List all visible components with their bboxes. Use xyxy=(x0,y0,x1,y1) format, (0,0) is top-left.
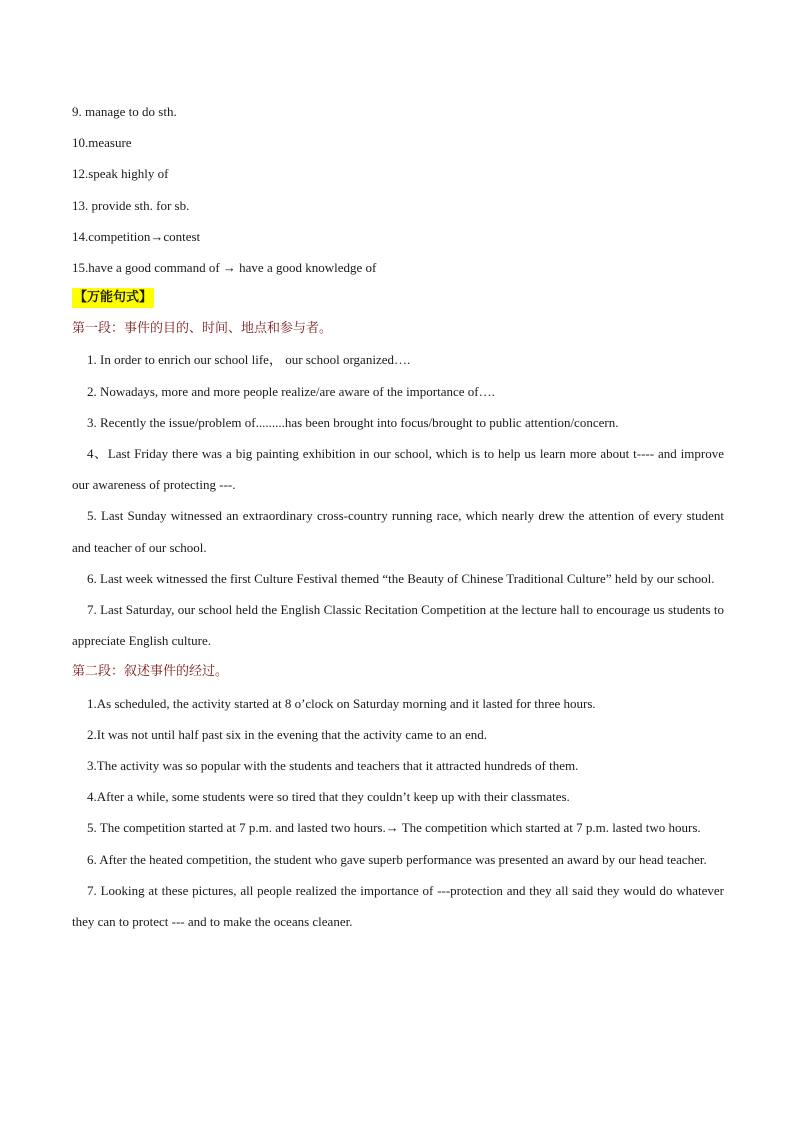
sentence-item: 1.As scheduled, the activity started at 8 o’clock on Saturday morning and it lasted for three hours. xyxy=(87,695,596,711)
vocab-item: 13. provide sth. for sb. xyxy=(72,197,190,213)
section-heading-highlight: 【万能句式】 xyxy=(72,288,154,308)
section-one xyxy=(72,313,724,656)
sentence-item: 4、Last Friday there was a big painting exhibition in our school, which is to help us learn more about t---- and improve our awareness of protecting ---. xyxy=(72,446,724,493)
sentence-item: 3. Recently the issue/problem of.........has been brought into focus/brought to public attention/concern. xyxy=(87,414,619,430)
sentence-item: 2. Nowadays, more and more people realize/are aware of the importance of…. xyxy=(87,383,495,399)
sentence-item: 7. Looking at these pictures, all people realized the importance of ---protection and they all said they would do whatever they can to protect --- and to make the oceans cleaner. xyxy=(72,882,724,930)
sentence-item: 4.After a while, some students were so tired that they couldn’t keep up with their classmates. xyxy=(87,789,570,805)
vocab-list xyxy=(72,96,724,283)
section-one-title: 第一段：事件的目的、时间、地点和参与者。 xyxy=(72,321,333,337)
sentence-item: 3.The activity was so popular with the students and teachers that it attracted hundreds of them. xyxy=(87,758,579,774)
vocab-item: 9. manage to do sth. xyxy=(72,104,177,119)
sentence-item: 7. Last Saturday, our school held the English Classic Recitation Competition at the lecture hall to encourage us students to appreciate English culture. xyxy=(72,602,724,649)
section-two-title: 第二段：叙述事件的经过。 xyxy=(72,664,229,680)
sentence-item: 5. Last Sunday witnessed an extraordinary cross-country running race, which nearly drew the attention of every student and teacher of our school. xyxy=(72,508,724,555)
vocab-item: 15.have a good command of → have a good knowledge of xyxy=(72,260,377,276)
heading-wrapper xyxy=(72,283,724,313)
sentence-item: 6. Last week witnessed the first Culture Festival themed “the Beauty of Chinese Traditional Culture” held by our school. xyxy=(87,570,715,586)
vocab-item: 14.competition→contest xyxy=(72,228,201,244)
vocab-item: 12.speak highly of xyxy=(72,166,169,182)
sentence-item: 6. After the heated competition, the student who gave superb performance was presented an award by our head teacher. xyxy=(87,851,707,867)
vocab-item: 10.measure xyxy=(72,135,132,151)
document-page xyxy=(72,96,724,937)
sentence-item: 2.It was not until half past six in the evening that the activity came to an end. xyxy=(87,726,488,742)
section-two xyxy=(72,656,724,937)
sentence-item: 1. In order to enrich our school life， our school organized…. xyxy=(87,352,411,368)
sentence-item: 5. The competition started at 7 p.m. and lasted two hours.→ The competition which started at 7 p.m. lasted two hours. xyxy=(87,820,701,836)
